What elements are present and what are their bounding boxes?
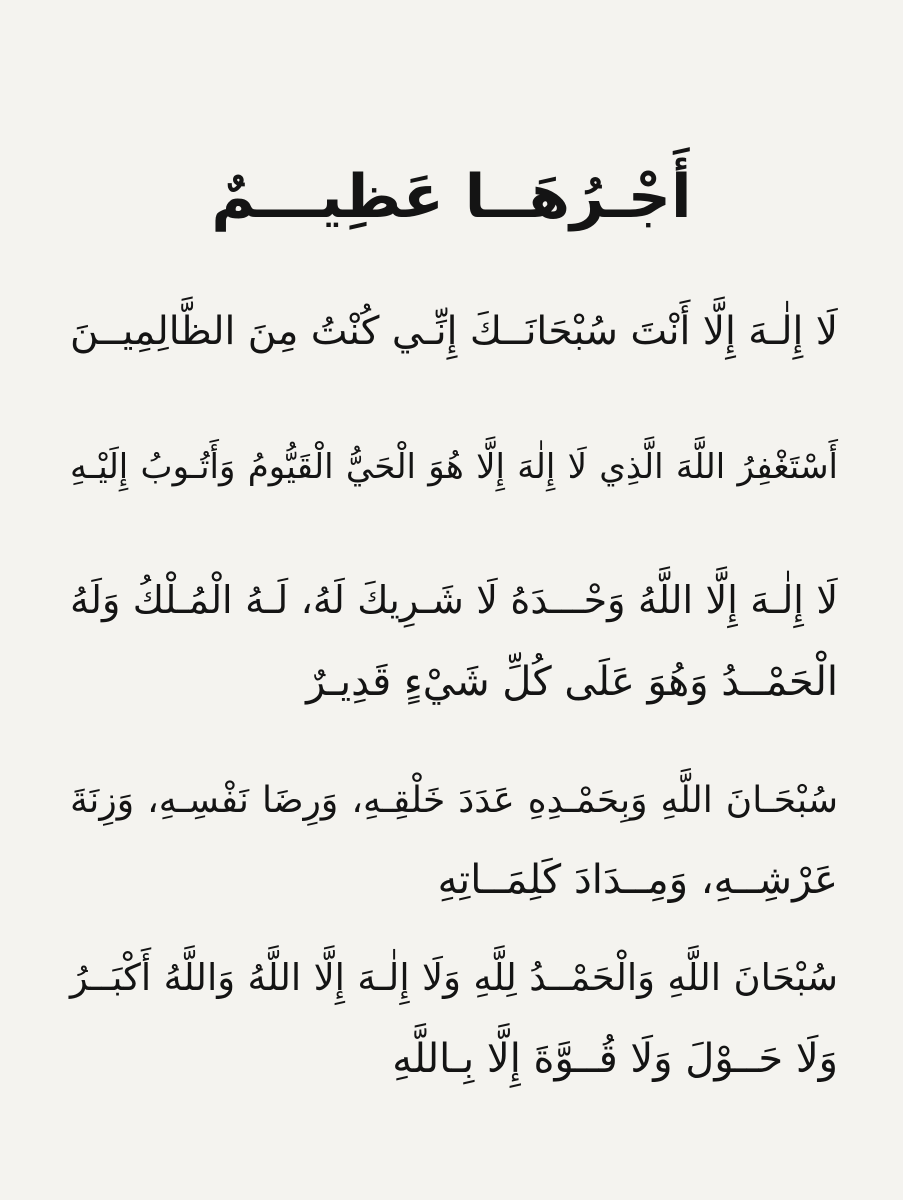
- dhikr-4-line-2: عَرْشِــهِ، وَمِــدَادَ كَلِمَــاتِهِ: [437, 857, 838, 903]
- dhikr-1-line-1: لَا إِلٰـهَ إِلَّا أَنْتَ سُبْحَانَــكَ إِنِّـي كُنْتُ مِنَ الظَّالِمِيــنَ: [70, 309, 838, 354]
- page-title: أَجْـرُهَــا عَظِيـــمٌ: [211, 162, 692, 232]
- dhikr-3-line-1: لَا إِلٰـهَ إِلَّا اللَّهُ وَحْـــدَهُ لَا شَـرِيكَ لَهُ، لَـهُ الْمُـلْكُ وَلَهُ: [70, 578, 838, 622]
- dhikr-3-line-2: الْحَمْــدُ وَهُوَ عَلَى كُلِّ شَيْءٍ قَدِيـرٌ: [306, 659, 838, 705]
- dhikr-2-line-1: أَسْتَغْفِرُ اللَّهَ الَّذِي لَا إِلٰهَ إِلَّا هُوَ الْحَيُّ الْقَيُّومُ وَأَتُـوبُ إِلَيْـهِ: [70, 447, 838, 487]
- dhikr-4-line-1: سُبْحَـانَ اللَّهِ وَبِحَمْـدِهِ عَدَدَ خَلْقِـهِ، وَرِضَا نَفْسِـهِ، وَزِنَةَ: [70, 780, 838, 821]
- dhikr-5-line-2: وَلَا حَــوْلَ وَلَا قُــوَّةَ إِلَّا بِـاللَّهِ: [392, 1036, 838, 1082]
- dhikr-5-line-1: سُبْحَانَ اللَّهِ وَالْحَمْــدُ لِلَّهِ وَلَا إِلٰـهَ إِلَّا اللَّهُ وَاللَّهُ أَكْبَــرُ: [70, 956, 838, 999]
